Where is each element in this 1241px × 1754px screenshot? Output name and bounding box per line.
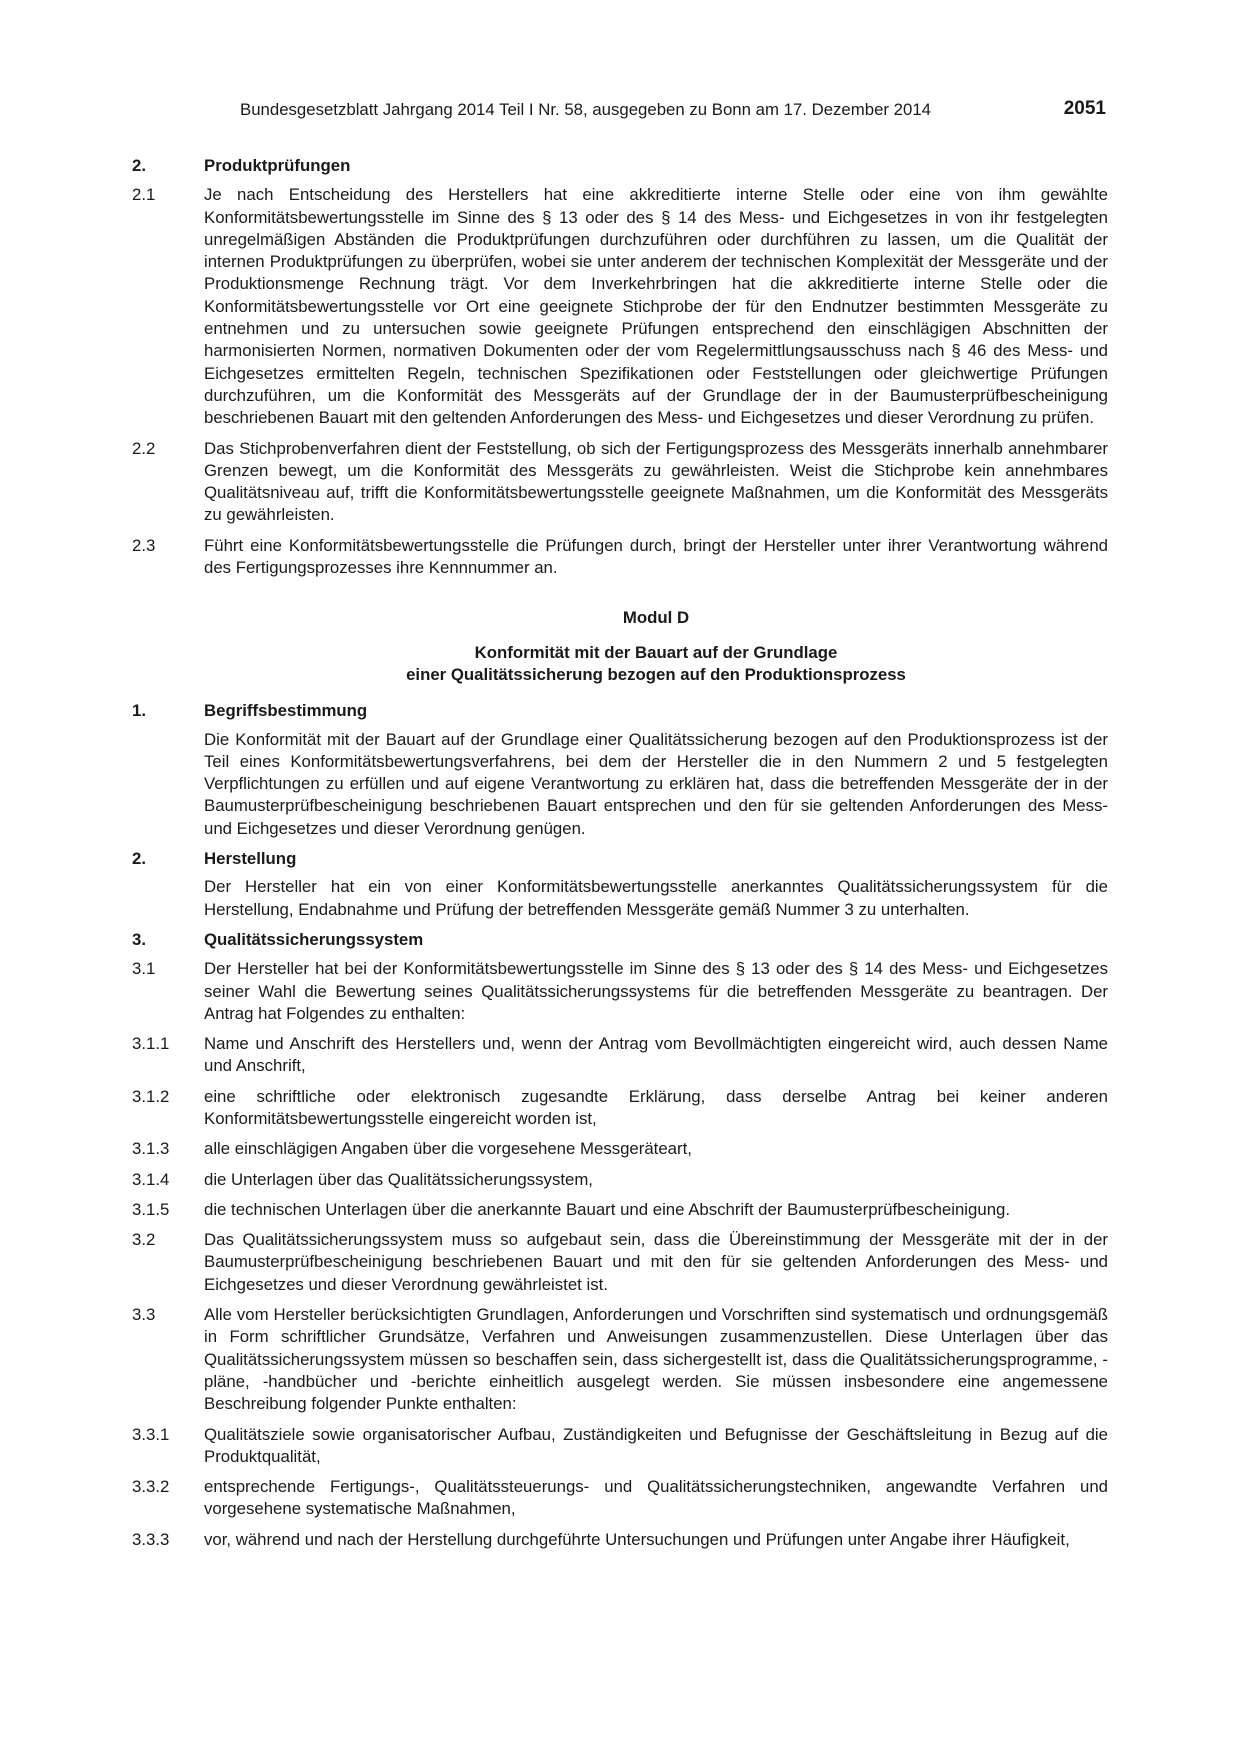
paragraph <box>132 729 1108 840</box>
item-number: 3.3.3 <box>132 1529 170 1549</box>
section-title: Herstellung <box>204 849 297 869</box>
section-modul-d <box>132 700 1108 1551</box>
item-text: Name und Anschrift des Herstellers und, wenn der Antrag vom Bevollmächtigten eingereicht wird, auch dessen Name und Anschrift, <box>204 1034 1108 1076</box>
list-item <box>132 1033 1108 1078</box>
item-text: Qualitätsziele sowie organisatorischer Aufbau, Zuständigkeiten und Befugnisse der Geschäftsleitung in Bezug auf die Produktqualität, <box>204 1424 1108 1466</box>
paragraph-text: Die Konformität mit der Bauart auf der Grundlage einer Qualitätssicherung bezogen auf den Produktionsprozess ist der Teil eines Konformitätsbewertungsverfahrens, bei dem der Hersteller die in den Nummern 2 und 5 festgelegten Verpflichtungen zu erfüllen und auf eigene Verantwortung zu erklären hat, dass die betreffenden Messgeräte der in der Baumusterprüfbescheinigung beschriebenen Bauart entsprechen und den für sie geltenden Anforderungen des Mess- und Eichgesetzes und dieser Verordnung genügen. <box>204 729 1108 838</box>
list-item <box>132 1529 1108 1551</box>
paragraph-text: Das Stichprobenverfahren dient der Feststellung, ob sich der Fertigungsprozess des Messgeräts innerhalb annehmbarer Grenzen bewegt, um die Konformität des Messgeräts zu gewährleisten. Weist die Stichprobe kein annehmbares Qualitätsniveau auf, trifft die Konformitätsbewertungsstelle geeignete Maßnahmen, um die Konformität des Messgeräts zu gewährleisten. <box>204 438 1108 525</box>
paragraph-number: 3.2 <box>132 1230 156 1250</box>
page-header <box>240 100 1106 124</box>
paragraph <box>132 1304 1108 1415</box>
paragraph-text: Je nach Entscheidung des Herstellers hat eine akkreditierte interne Stelle oder eine von ihm gewählte Konformitätsbewertungsstelle im Sinne des § 13 oder des § 14 des Mess- und Eichgesetzes in von ihr festgelegten unregelmäßigen Abständen die Produktprüfungen durchzuführen oder durchführen zu lassen, um die Qualität der internen Produktprüfungen zu überprüfen, wobei sie unter anderem der technischen Komplexität der Messgeräte und der Produktionsmenge Rechnung trägt. Vor dem Inverkehrbringen hat die akkreditierte interne Stelle oder die Konformitätsbewertungsstelle vor Ort eine geeignete Stichprobe der für den Endnutzer bestimmten Messgeräte zu entnehmen und zu untersuchen sowie geeignete Prüfungen entsprechend den einschlägigen Abschnitten der harmonisierten Normen, normativen Dokumenten oder der vom Regelermittlungsausschuss nach § 46 des Mess- und Eichgesetzes ermittelten Regeln, technischen Spezifikationen oder Feststellungen oder gleichwertige Prüfungen durchzuführen, um die Konformität des Messgeräts auf der Grundlage der in der Baumusterprüfbescheinigung beschriebenen Bauart mit den geltenden Anforderungen des Mess- und Eichgesetzes und dieser Verordnung zu prüfen. <box>204 185 1108 428</box>
paragraph <box>132 184 1108 429</box>
page-number: 2051 <box>1063 98 1106 119</box>
paragraph-text: Das Qualitätssicherungssystem muss so aufgebaut sein, dass die Übereinstimmung der Messgeräte mit der in der Baumusterprüfbescheinigung beschriebenen Bauart und mit den für sie geltenden Anforderungen des Mess- und Eichgesetzes und dieser Verordnung gewährleistet ist. <box>204 1230 1108 1294</box>
section-number: 1. <box>132 701 146 721</box>
item-text: vor, während und nach der Herstellung durchgeführte Untersuchungen und Prüfungen unter Angabe ihrer Häufigkeit, <box>204 1529 1070 1549</box>
section-heading <box>132 700 1108 722</box>
section-title: Produktprüfungen <box>204 156 351 175</box>
paragraph-number: 2.1 <box>132 185 156 205</box>
paragraph <box>132 535 1108 580</box>
paragraph <box>132 958 1108 1025</box>
modul-subtitle-line-1: Konformität mit der Bauart auf der Grundlage <box>474 642 838 662</box>
section-number: 2. <box>132 849 146 869</box>
paragraph-text: Der Hersteller hat bei der Konformitätsbewertungsstelle im Sinne des § 13 oder des § 14 des Mess- und Eichgesetzes seiner Wahl die Bewertung seines Qualitätssicherungssystems für die betreffenden Messgeräte zu beantragen. Der Antrag hat Folgendes zu enthalten: <box>204 959 1108 1023</box>
running-title: Bundesgesetzblatt Jahrgang 2014 Teil I Nr. 58, ausgegeben zu Bonn am 17. Dezember 2014 <box>240 100 931 119</box>
item-number: 3.1.5 <box>132 1199 170 1219</box>
section-title: Begriffsbestimmung <box>204 701 368 721</box>
paragraph-number: 3.1 <box>132 959 156 979</box>
section-heading <box>132 929 1108 951</box>
section-heading <box>132 155 1108 177</box>
paragraph-number: 2.2 <box>132 438 156 458</box>
list-item <box>132 1424 1108 1469</box>
list-item <box>132 1199 1108 1221</box>
list-item <box>132 1169 1108 1191</box>
paragraph <box>132 438 1108 527</box>
list-item <box>132 1138 1108 1160</box>
item-number: 3.1.2 <box>132 1086 170 1106</box>
item-number: 3.1.3 <box>132 1139 170 1159</box>
paragraph-number <box>132 729 204 840</box>
item-text: die technischen Unterlagen über die anerkannte Bauart und eine Abschrift der Baumusterprüfbescheinigung. <box>204 1199 1011 1219</box>
item-text: alle einschlägigen Angaben über die vorgesehene Messgeräteart, <box>204 1139 692 1159</box>
modul-title: Modul D <box>622 608 690 628</box>
paragraph-number: 3.3 <box>132 1305 156 1325</box>
paragraph-text: Der Hersteller hat ein von einer Konformitätsbewertungsstelle anerkanntes Qualitätssicherungssystem für die Herstellung, Endabnahme und Prüfung der betreffenden Messgeräte gemäß Nummer 3 zu unterhalten. <box>204 877 1108 919</box>
paragraph-number <box>132 876 204 921</box>
paragraph-text: Alle vom Hersteller berücksichtigten Grundlagen, Anforderungen und Vorschriften sind systematisch und ordnungsgemäß in Form schriftlicher Grundsätze, Verfahren und Anweisungen zusammenzustellen. Diese Unterlagen über das Qualitätssicherungssystem müssen so beschaffen sein, dass sichergestellt ist, dass die Qualitätssicherungsprogramme, -pläne, -handbücher und -berichte einheitlich ausgelegt werden. Sie müssen insbesondere eine angemessene Beschreibung folgender Punkte enthalten: <box>204 1305 1108 1414</box>
item-number: 3.3.1 <box>132 1424 170 1444</box>
list-item <box>132 1476 1108 1521</box>
section-number: 2. <box>132 156 146 175</box>
list-item <box>132 1086 1108 1131</box>
section-produktpruefungen <box>132 155 1108 579</box>
section-number: 3. <box>132 929 146 949</box>
item-number: 3.1.1 <box>132 1034 170 1054</box>
item-number: 3.3.2 <box>132 1477 170 1497</box>
item-text: eine schriftliche oder elektronisch zugesandte Erklärung, dass derselbe Antrag bei keiner anderen Konformitätsbewertungsstelle eingereicht worden ist, <box>204 1086 1108 1128</box>
item-text: die Unterlagen über das Qualitätssicherungssystem, <box>204 1169 593 1189</box>
item-number: 3.1.4 <box>132 1169 170 1189</box>
paragraph <box>132 1229 1108 1296</box>
modul-subtitle-line-2: einer Qualitätssicherung bezogen auf den Produktionsprozess <box>406 664 906 684</box>
paragraph-number: 2.3 <box>132 535 156 555</box>
item-text: entsprechende Fertigungs-, Qualitätssteuerungs- und Qualitätssicherungstechniken, angewandte Verfahren und vorgesehene systematische Maßnahmen, <box>204 1477 1108 1519</box>
section-heading <box>132 848 1108 870</box>
section-title: Qualitätssicherungssystem <box>204 929 424 949</box>
paragraph <box>132 876 1108 921</box>
document-body <box>132 155 1108 1559</box>
paragraph-text: Führt eine Konformitätsbewertungsstelle die Prüfungen durch, bringt der Hersteller unter ihrer Verantwortung während des Fertigungsprozesses ihre Kennnummer an. <box>204 535 1108 578</box>
